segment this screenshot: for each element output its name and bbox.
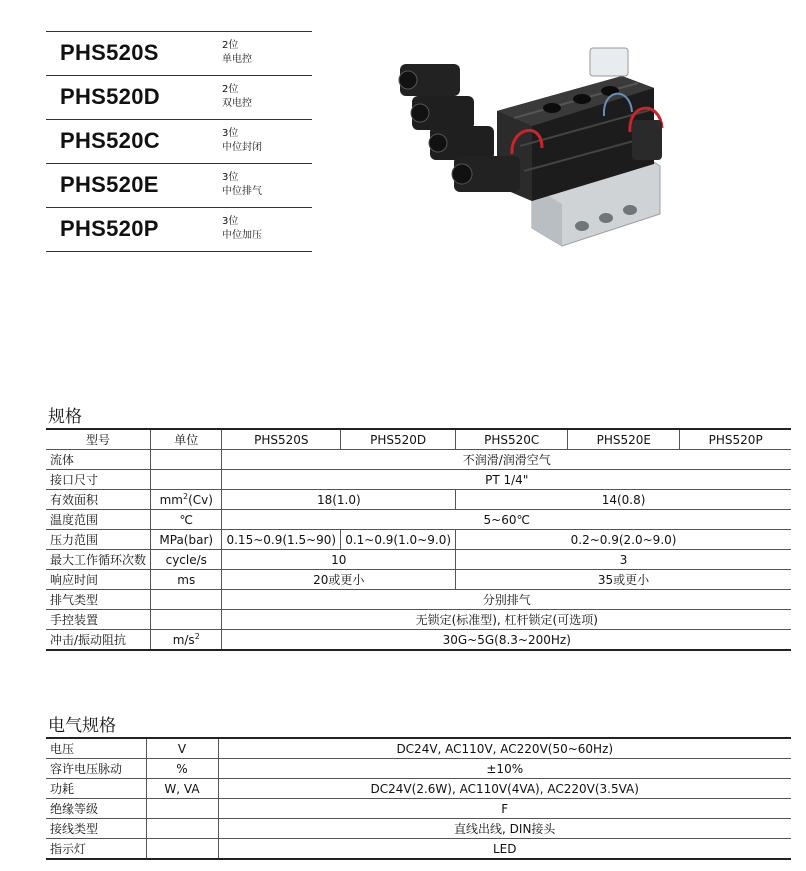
row-label: 容许电压脉动 bbox=[46, 759, 146, 779]
model-control: 中位加压 bbox=[222, 230, 262, 241]
row-unit bbox=[151, 610, 222, 630]
header-model: PHS520E bbox=[568, 429, 680, 450]
model-row bbox=[46, 75, 312, 119]
model-name: PHS520E bbox=[60, 172, 159, 197]
row-label: 流体 bbox=[46, 450, 151, 470]
row-label: 接线类型 bbox=[46, 819, 146, 839]
model-position: 2位 bbox=[222, 84, 239, 95]
table-header-row bbox=[46, 429, 791, 450]
row-label: 手控装置 bbox=[46, 610, 151, 630]
row-label: 冲击/振动阻抗 bbox=[46, 630, 151, 651]
header-model: PHS520P bbox=[680, 429, 791, 450]
table-row bbox=[46, 610, 791, 630]
row-value: LED bbox=[218, 839, 791, 860]
row-unit bbox=[151, 590, 222, 610]
model-row bbox=[46, 119, 312, 163]
row-value: F bbox=[218, 799, 791, 819]
row-unit: cycle/s bbox=[151, 550, 222, 570]
model-description bbox=[222, 83, 252, 111]
row-value: 3 bbox=[456, 550, 791, 570]
header-model: PHS520D bbox=[341, 429, 456, 450]
table-row bbox=[46, 630, 791, 651]
table-row bbox=[46, 490, 791, 510]
table-row bbox=[46, 590, 791, 610]
row-unit: $mm^2(Cv)$ bbox=[151, 490, 222, 510]
header-model: PHS520S bbox=[222, 429, 341, 450]
row-value: PT 1/4" bbox=[222, 470, 791, 490]
row-unit: MPa(bar) bbox=[151, 530, 222, 550]
row-value: 30G~5G(8.3~200Hz) bbox=[222, 630, 791, 651]
table-row bbox=[46, 510, 791, 530]
solenoid-valve-image bbox=[392, 36, 682, 258]
table-row bbox=[46, 738, 791, 759]
row-unit: % bbox=[146, 759, 218, 779]
row-value: DC24V(2.6W), AC110V(4VA), AC220V(3.5VA) bbox=[218, 779, 791, 799]
table-row bbox=[46, 530, 791, 550]
row-value: 0.1~0.9(1.0~9.0) bbox=[341, 530, 456, 550]
row-unit bbox=[151, 470, 222, 490]
table-row bbox=[46, 799, 791, 819]
row-value: 0.15~0.9(1.5~90) bbox=[222, 530, 341, 550]
row-label: 指示灯 bbox=[46, 839, 146, 860]
row-value: DC24V, AC110V, AC220V(50~60Hz) bbox=[218, 738, 791, 759]
model-control: 中位排气 bbox=[222, 186, 262, 197]
table-row bbox=[46, 779, 791, 799]
model-control: 单电控 bbox=[222, 54, 252, 65]
table-row bbox=[46, 839, 791, 860]
model-description bbox=[222, 127, 262, 155]
model-list bbox=[46, 31, 312, 252]
spec-table bbox=[46, 428, 791, 651]
row-unit: W, VA bbox=[146, 779, 218, 799]
model-row bbox=[46, 207, 312, 252]
model-name: PHS520D bbox=[60, 84, 160, 109]
model-description bbox=[222, 39, 252, 67]
model-description bbox=[222, 171, 262, 199]
model-description bbox=[222, 215, 262, 243]
row-label: 绝缘等级 bbox=[46, 799, 146, 819]
row-label: 最大工作循环次数 bbox=[46, 550, 151, 570]
row-value: 35或更小 bbox=[456, 570, 791, 590]
model-position: 3位 bbox=[222, 216, 239, 227]
model-position: 3位 bbox=[222, 172, 239, 183]
row-unit bbox=[151, 450, 222, 470]
row-unit bbox=[146, 799, 218, 819]
row-value: 无锁定(标准型), 杠杆锁定(可选项) bbox=[222, 610, 791, 630]
row-label: 压力范围 bbox=[46, 530, 151, 550]
row-unit: ms bbox=[151, 570, 222, 590]
row-value: 直线出线, DIN接头 bbox=[218, 819, 791, 839]
model-position: 3位 bbox=[222, 128, 239, 139]
row-label: 接口尺寸 bbox=[46, 470, 151, 490]
row-value: 0.2~0.9(2.0~9.0) bbox=[456, 530, 791, 550]
row-label: 有效面积 bbox=[46, 490, 151, 510]
model-control: 双电控 bbox=[222, 98, 252, 109]
table-row bbox=[46, 450, 791, 470]
header-model: PHS520C bbox=[456, 429, 568, 450]
model-name: PHS520S bbox=[60, 40, 159, 65]
row-label: 排气类型 bbox=[46, 590, 151, 610]
model-position: 2位 bbox=[222, 40, 239, 51]
row-label: 温度范围 bbox=[46, 510, 151, 530]
model-row bbox=[46, 31, 312, 75]
row-value: 18(1.0) bbox=[222, 490, 456, 510]
row-value: 20或更小 bbox=[222, 570, 456, 590]
electrical-table bbox=[46, 737, 791, 860]
spec-section-title: 规格 bbox=[48, 407, 82, 427]
model-control: 中位封闭 bbox=[222, 142, 262, 153]
row-value: 5~60℃ bbox=[222, 510, 791, 530]
model-name: PHS520P bbox=[60, 216, 159, 241]
table-row bbox=[46, 470, 791, 490]
table-row bbox=[46, 570, 791, 590]
model-row bbox=[46, 163, 312, 207]
row-unit: V bbox=[146, 738, 218, 759]
row-value: ±10% bbox=[218, 759, 791, 779]
row-label: 功耗 bbox=[46, 779, 146, 799]
electrical-section-title: 电气规格 bbox=[48, 716, 116, 736]
model-name: PHS520C bbox=[60, 128, 160, 153]
row-unit: ℃ bbox=[151, 510, 222, 530]
row-unit bbox=[146, 819, 218, 839]
header-unit: 单位 bbox=[151, 429, 222, 450]
table-row bbox=[46, 759, 791, 779]
row-value: 分别排气 bbox=[222, 590, 791, 610]
row-label: 电压 bbox=[46, 738, 146, 759]
table-row bbox=[46, 819, 791, 839]
header-type: 型号 bbox=[46, 429, 151, 450]
row-label: 响应时间 bbox=[46, 570, 151, 590]
row-value: 14(0.8) bbox=[456, 490, 791, 510]
row-value: 10 bbox=[222, 550, 456, 570]
row-unit: $m/s^2$ bbox=[151, 630, 222, 651]
row-value: 不润滑/润滑空气 bbox=[222, 450, 791, 470]
row-unit bbox=[146, 839, 218, 860]
table-row bbox=[46, 550, 791, 570]
